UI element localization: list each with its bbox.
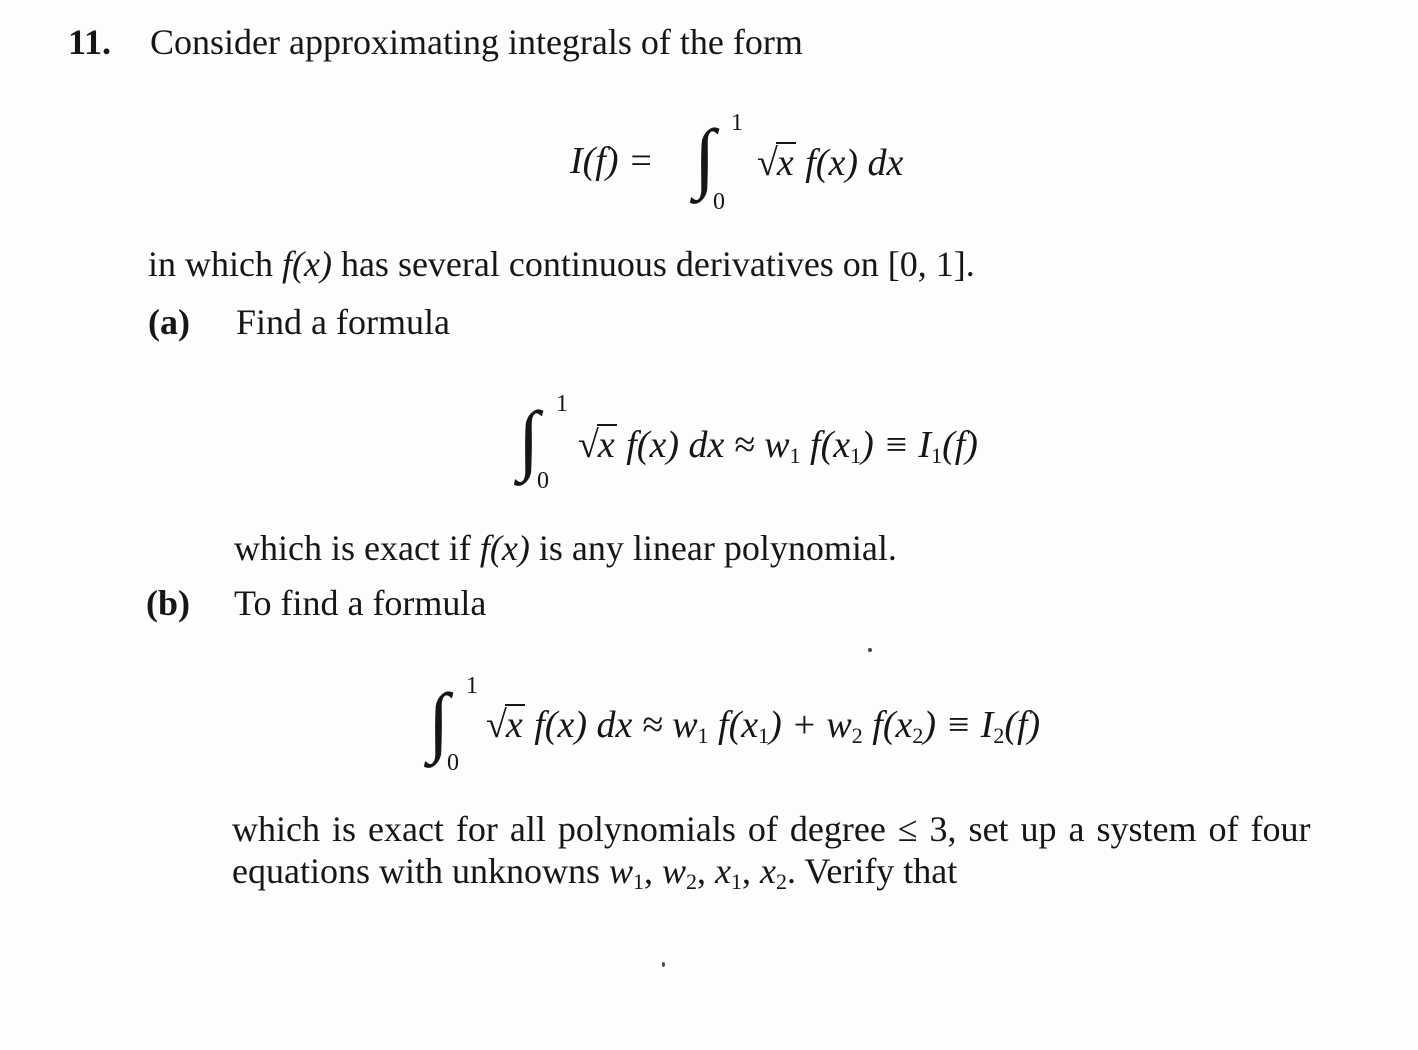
after-fx: f(x) [479, 528, 530, 568]
eq-b-part: f(x [718, 704, 759, 746]
condition-suffix: has several continuous derivatives on [0, 1]. [340, 244, 975, 284]
upper-limit: 1 [556, 391, 568, 417]
part-a-label: (a) [148, 302, 190, 342]
var-sub: 1 [731, 869, 742, 894]
eq-a-part: ) ≡ I [861, 424, 932, 466]
part-b-label: (b) [146, 583, 190, 623]
radicand: x [597, 424, 615, 466]
condition-fx: f(x) [281, 244, 332, 284]
eq-b-part: f(x) dx ≈ w [534, 704, 698, 746]
integral-sign: ∫ [694, 113, 716, 200]
condition-prefix: in which [148, 244, 273, 284]
comma: , [697, 851, 707, 891]
equation-part-a [578, 424, 978, 467]
sqrt-icon: √ [486, 704, 507, 746]
var-sub: 1 [633, 869, 644, 894]
var-sub: 2 [686, 869, 698, 894]
eq1-lhs: I(f) = [570, 140, 654, 182]
eq-a-sub: 1 [931, 443, 943, 468]
eq-a-part: f(x [810, 424, 851, 466]
eq-b-part: (f) [1004, 704, 1041, 746]
problem-intro: Consider approximating integrals of the form [150, 22, 803, 62]
eq1-integrand [757, 142, 903, 182]
part-a-after [234, 530, 897, 566]
eq-b-sub: 2 [993, 723, 1005, 748]
part-b-text: To find a formula [234, 583, 487, 623]
eq-a-part: f(x) dx ≈ w [626, 424, 790, 466]
eq-a-sub: 1 [789, 443, 801, 468]
var-x: x [715, 851, 731, 891]
lower-limit: 0 [537, 468, 549, 494]
var-w: w [662, 851, 687, 891]
upper-limit: 1 [731, 110, 743, 136]
sqrt-icon: √ [578, 424, 599, 466]
after-prefix: which is exact if [234, 528, 471, 568]
part-b-line1: which is exact for all polynomials of degree ≤ 3, set up a system of four [232, 809, 1311, 849]
after-suffix: is any linear polynomial. [538, 528, 897, 568]
comma: , [742, 851, 751, 891]
eq-a-part: (f) [942, 424, 978, 466]
integral-sign: ∫ [518, 395, 540, 482]
eq-b-sub: 1 [758, 723, 770, 748]
line2-suffix: Verify that [804, 851, 958, 891]
integral-sign: ∫ [428, 677, 450, 764]
problem-number: 11. [68, 22, 112, 62]
radicand: x [505, 704, 523, 746]
condition-line [148, 246, 975, 282]
var-x: x [760, 851, 776, 891]
eq-b-part: ) ≡ I [923, 704, 994, 746]
eq-b-sub: 1 [697, 723, 709, 748]
eq-a-sub: 1 [850, 443, 862, 468]
period: . [786, 851, 796, 891]
lower-limit: 0 [713, 189, 725, 215]
lower-limit: 0 [447, 750, 459, 776]
part-a-text: Find a formula [236, 302, 450, 342]
equation-part-b [486, 704, 1040, 747]
var-sub: 2 [775, 869, 787, 894]
eq-b-part: ) + w [769, 704, 852, 746]
part-b-line2 [232, 853, 957, 893]
scan-speck [662, 962, 665, 967]
scan-speck [868, 648, 872, 652]
eq-b-sub: 2 [851, 723, 863, 748]
radicand: x [776, 142, 794, 184]
eq1-integrand-text: f(x) dx [805, 142, 904, 184]
var-w: w [608, 851, 633, 891]
eq-b-part: f(x [872, 704, 913, 746]
upper-limit: 1 [466, 673, 478, 699]
line2-prefix: equations with unknowns [232, 851, 600, 891]
comma: , [644, 851, 653, 891]
eq-b-sub: 2 [912, 723, 924, 748]
equation-definition [570, 142, 654, 180]
sqrt-icon: √ [757, 142, 778, 184]
